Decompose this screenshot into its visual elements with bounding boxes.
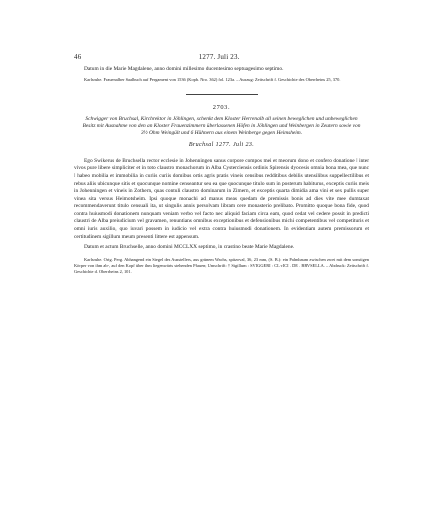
- page-number: 46: [74, 53, 82, 61]
- document-closing: Datum et actum Bruchselle, anno domini MCCLXX septimo, in crastino beate Marie Magdalene.: [84, 244, 295, 251]
- document-regest: Schwigger von Bruchsal, Kirchrektor in Jöhlingen, schenkt dem Kloster Herrenalb all seinen beweglichen und unbeweglichen Besitz mit Ausnahme von den an Kloster Frauenzimmern überlassenen Höfen in Jöhlingen und Weinbergen in Zeutern sowie von 3½ Ohm Weingült und 6 Hühnern aus einem Weinberge gegen Heimsheim.: [82, 115, 361, 137]
- running-header: [74, 53, 369, 63]
- document-dateline: Bruchsal 1277. Juli 23.: [188, 141, 255, 148]
- document-source-note: Karlsruhe. Orig. Perg. Abhangend ein Siegel des Ausstellers, aus grünem Wachs, spitzoval, 36, 23 mm, (S. B.): ein Palmbaum zwischen zwei mit dem sonstigen Körper von ihm ab-, auf den Kopf über ihm liegenwärts stehenden Pfauen; Umschrift: † Sigillum : SVIGGERI : CL·rICI . DE . BRVSELLA. – Abdruck: Zeitschrift f. Geschichte d. Oberrheins 2, 101.: [74, 256, 369, 274]
- running-title: 1277. Juli 23.: [198, 53, 240, 61]
- document-number: 2703.: [212, 103, 231, 111]
- section-divider: [186, 94, 258, 95]
- previous-doc-source-note: Karlsruhe. Frauenalber Saalbuch auf Pergament von 1536 (Kopb. Nro. 362) fol. 123a. – Auszug: Zeitschrift f. Geschichte des Oberrheins 25, 370.: [84, 76, 341, 82]
- previous-doc-closing: Datum in die Marie Magdalene, anno domini millesimo ducentesimo septuagesimo septimo.: [84, 66, 284, 72]
- document-body: Ego Swikerus de Bruchsella rector ecclesie in Johenningen sanus corpore compos mei et meorum dono et confero donatione ⁞ inter vivos pure libere simpliciter et in toto claustro monachorum in Alba Cysterciensis ordinis Spirensis dyocesis omnia bona mea, que nunc ⁞ habeo mobilia et immobilia in curiis curiis domibus ortis agris pratis vineis censibus redditibus debilis utensilibus suppellectilibus et rebus aliis ubicunque sitis et quocunque nomine censeantur seu ea que quocunque titulo sum in posterum habiturus, exceptis curiis meis in Johenningen et vineis in Zothern, quas contuli claustro dominarum in Zimern, et exceptis quarta dimidia ama vini et sex pullis super vinea sita versus Heimotsheim. Ipsi quoque monachi ad manus meas quedam de premissis bonis ad dies vite mee dumtaxat recommendaverunt titulo censuali ita, ut singulis annis persolvam libram cere monasterio prelibato. Promitto quoque bona fide, quod contra huiusmodi donationem nunquam veniam verbo vel facto nec aliquid faciam circa eam, quod cedat vel cedere possit in predicti claustri de Alba preiudicium vel gravamen, renuntians omnibus exceptionibus et defensionibus michi competentibus vel competituris et omni iuris auxilio, quo iuvari possem in iudicio vel extra contra huiusmodi donationem. In evidentiam autem premissorum et certitudinem sigillum meum presenti littere est appensum.: [74, 157, 369, 240]
